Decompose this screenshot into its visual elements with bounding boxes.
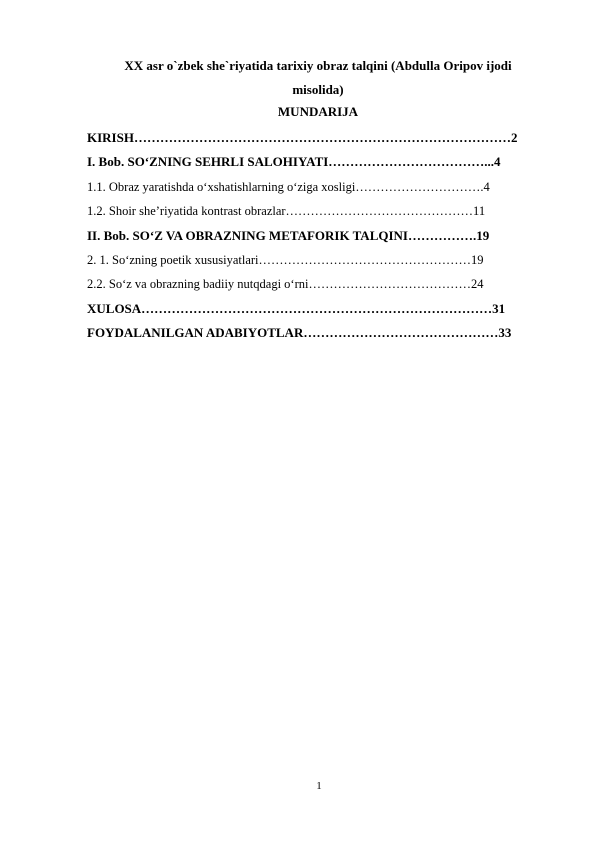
toc-heading: MUNDARIJA (277, 104, 359, 119)
toc-entry-chapter-1: I. Bob. SO‘ZNING SEHRLI SALOHIYATI………………………………...4 (87, 154, 501, 170)
toc-entry-adabiyotlar: FOYDALANILGAN ADABIYOTLAR………………………………………33 (87, 325, 512, 341)
toc-entry-chapter-2: II. Bob. SO‘Z VA OBRAZNING METAFORIK TALQINI…………….19 (87, 227, 490, 243)
toc-entry-section-1-2: 1.2. Shoir she’riyatida kontrast obrazlar………………………………………11 (87, 204, 486, 219)
document-title-line-1: XX asr o`zbek she`riyatida tarixiy obraz talqini (Abdulla Oripov ijodi (124, 58, 512, 73)
toc-entry-xulosa: XULOSA………………………………………………………………………31 (87, 300, 506, 316)
toc-entry-kirish: KIRISH……………………………………………………………………………2 (87, 130, 518, 145)
toc-entry-section-2-2: 2.2. So‘z va obrazning badiiy nutqdagi o‘rni…………………………………24 (87, 277, 484, 292)
table-of-contents (87, 126, 547, 346)
toc-entry-section-1-1: 1.1. Obraz yaratishda o‘xshatishlarning o‘ziga xosligi………………………….4 (87, 179, 490, 194)
page-number: 1 (316, 780, 322, 792)
toc-entry-section-2-1: 2. 1. So‘zning poetik xususiyatlari……………………………………………19 (87, 252, 484, 267)
document-title-line-2: misolida) (292, 82, 344, 97)
